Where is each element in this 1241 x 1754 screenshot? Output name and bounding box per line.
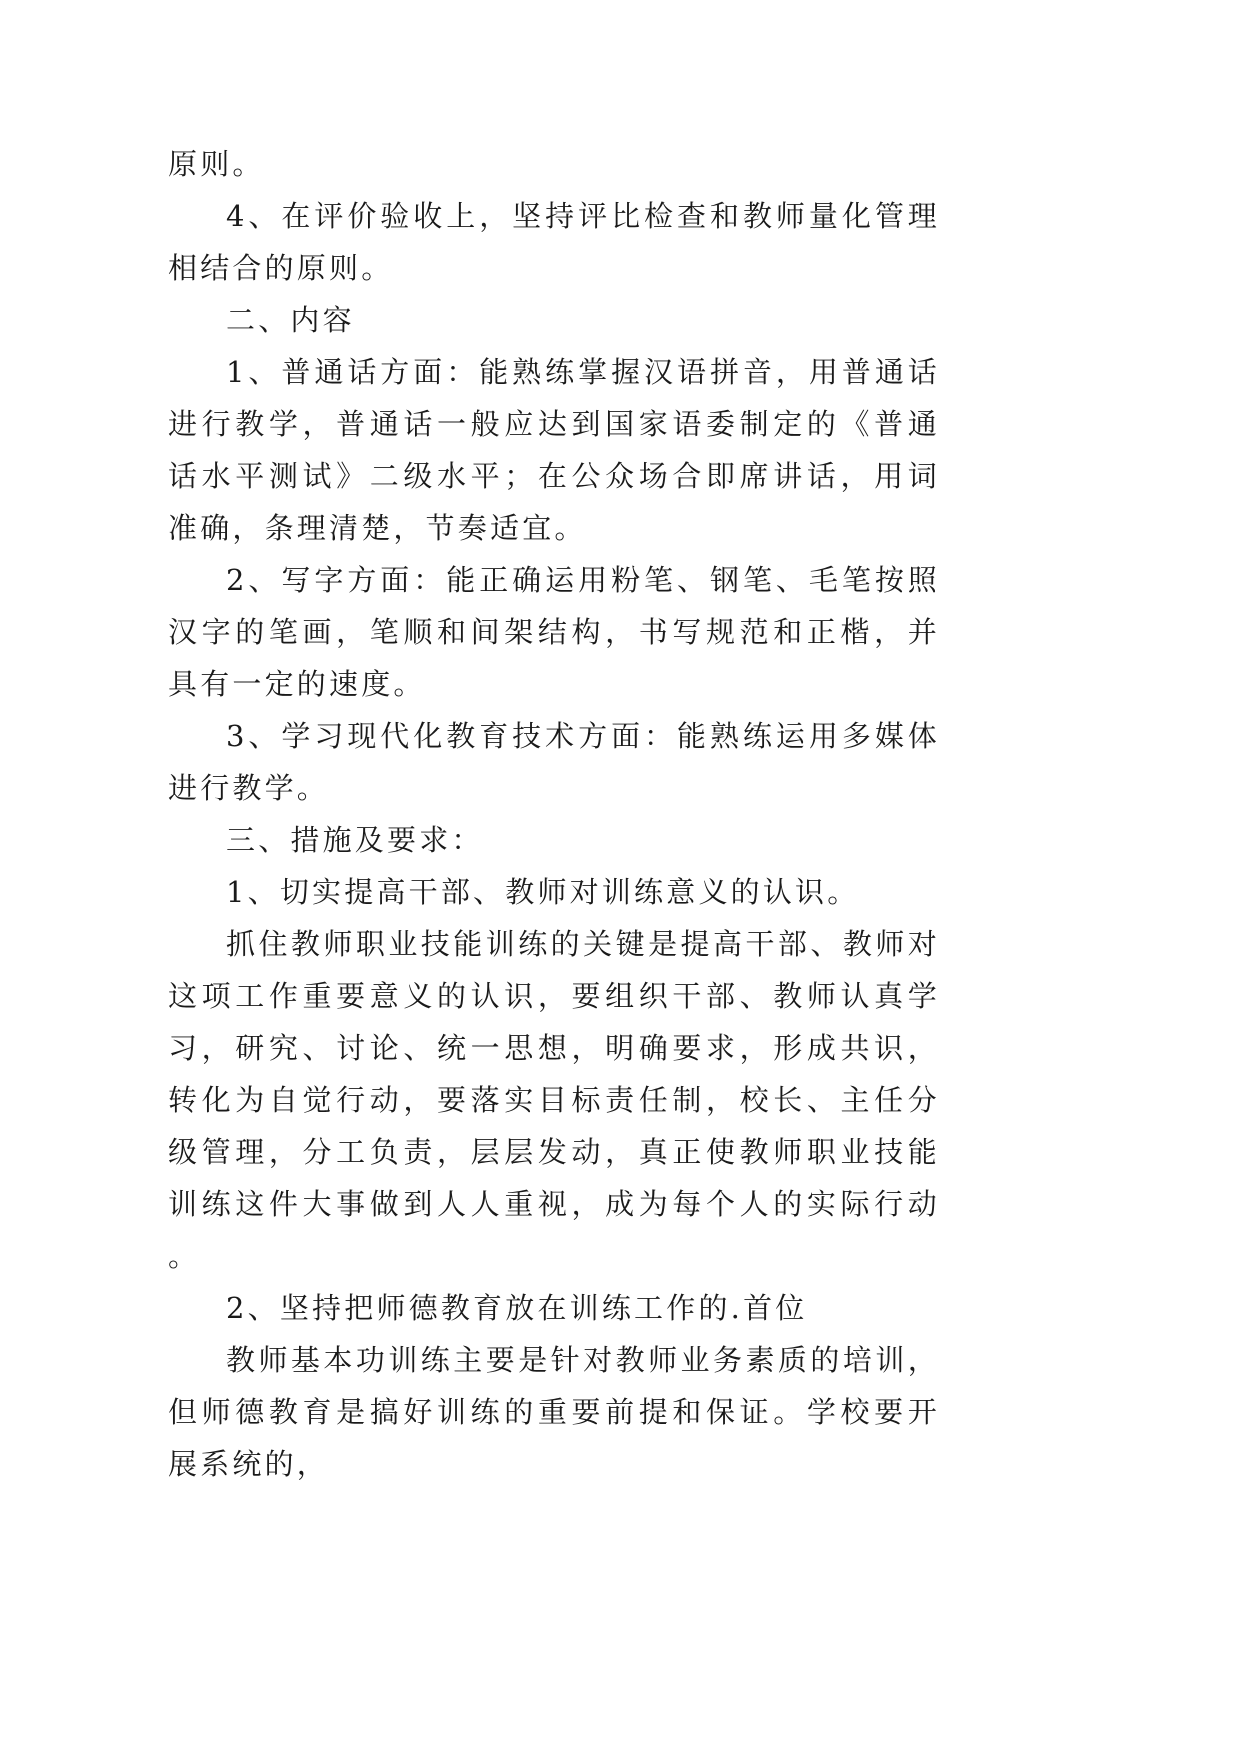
paragraph-measure-1: 1、切实提高干部、教师对训练意义的认识。: [226, 875, 860, 909]
paragraph-measure-2: 2、坚持把师德教育放在训练工作的.首位: [226, 1291, 808, 1325]
paragraph-writing: 2、写字方面：能正确运用粉笔、钢笔、毛笔按照汉字的笔画，笔顺和间架结构，书写规范和正楷，并具有一定的速度。: [168, 563, 940, 701]
paragraph-measure-2-body: 教师基本功训练主要是针对教师业务素质的培训，但师德教育是搞好训练的重要前提和保证。学校要开展系统的，: [168, 1343, 940, 1481]
section-heading-content: 二、内容: [226, 303, 355, 337]
paragraph-principle-4: 4、在评价验收上，坚持评比检查和教师量化管理相结合的原则。: [168, 199, 940, 285]
paragraph-measure-1-body: 抓住教师职业技能训练的关键是提高干部、教师对这项工作重要意义的认识，要组织干部、教师认真学习，研究、讨论、统一思想，明确要求，形成共识，转化为自觉行动，要落实目标责任制，校长、主任分级管理，分工负责，层层发动，真正使教师职业技能训练这件大事做到人人重视，成为每个人的实际行动。: [168, 927, 940, 1273]
paragraph-continuation: 原则。: [168, 147, 265, 181]
section-heading-measures: 三、措施及要求：: [226, 823, 484, 857]
paragraph-technology: 3、学习现代化教育技术方面：能熟练运用多媒体进行教学。: [168, 719, 940, 805]
document-body: [168, 138, 940, 1490]
paragraph-mandarin: 1、普通话方面：能熟练掌握汉语拼音，用普通话进行教学，普通话一般应达到国家语委制定的《普通话水平测试》二级水平；在公众场合即席讲话，用词准确，条理清楚，节奏适宜。: [168, 355, 940, 545]
